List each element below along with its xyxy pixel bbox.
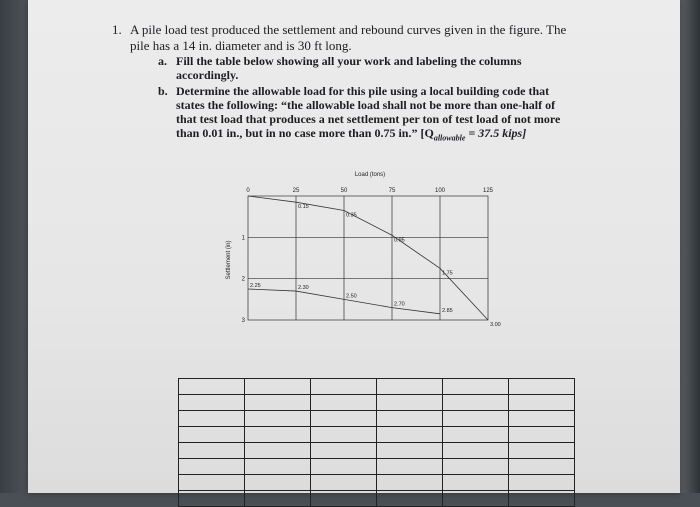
part-b-line-1: Determine the allowable load for this pile using a local building code that (176, 84, 550, 98)
table-cell[interactable] (311, 427, 377, 443)
data-label: 2.85 (442, 307, 453, 314)
x-tick-label: 100 (434, 188, 446, 194)
table-cell[interactable] (311, 411, 377, 427)
table-cell[interactable] (377, 459, 443, 475)
data-label: 2.50 (346, 293, 357, 300)
table-cell[interactable] (377, 379, 443, 395)
data-label: 3.00 (490, 322, 501, 328)
table-cell[interactable] (509, 427, 575, 443)
table-cell[interactable] (179, 443, 245, 459)
table-cell[interactable] (377, 475, 443, 491)
data-label: 0.35 (346, 212, 357, 219)
table-cell[interactable] (311, 443, 377, 459)
table-cell[interactable] (245, 459, 311, 475)
table-cell[interactable] (509, 475, 575, 491)
table-row (179, 379, 575, 395)
part-b-line-2: states the following: “the allowable load shall not be more than one-half of (176, 98, 556, 112)
part-a-line-2: accordingly. (176, 68, 239, 82)
table-cell[interactable] (179, 427, 245, 443)
y-tick-label: 3 (241, 318, 245, 324)
part-b-line-3: that test load that produces a net settlement per ton of test load of not more (176, 112, 561, 126)
problem-line-2: pile has a 14 in. diameter and is 30 ft long. (130, 38, 352, 53)
load-settlement-chart (220, 170, 520, 330)
part-b-label: b. (158, 84, 168, 98)
x-tick-label: 25 (292, 188, 300, 194)
table-cell[interactable] (245, 475, 311, 491)
table-cell[interactable] (443, 427, 509, 443)
table-cell[interactable] (245, 379, 311, 395)
table-row (179, 443, 575, 459)
problem-line-1: A pile load test produced the settlement and rebound curves given in the figure. The (130, 22, 567, 37)
table-cell[interactable] (377, 443, 443, 459)
table-cell[interactable] (509, 443, 575, 459)
part-a-line-1: Fill the table below showing all your work and labeling the columns (176, 54, 522, 68)
data-label: 0.15 (298, 204, 309, 211)
table-cell[interactable] (443, 443, 509, 459)
data-label: 2.70 (394, 301, 405, 308)
table-row (179, 427, 575, 443)
table-cell[interactable] (311, 379, 377, 395)
table-cell[interactable] (179, 395, 245, 411)
x-tick-label: 75 (388, 188, 396, 194)
table-row (179, 459, 575, 475)
table-cell[interactable] (311, 459, 377, 475)
table-cell[interactable] (443, 475, 509, 491)
data-label: 1.75 (442, 270, 453, 277)
answer-table[interactable] (178, 378, 575, 507)
part-b-line-4: than 0.01 in., but in no case more than 0.75 in.” [$Q_{allowable} = 37.5$ kips] (176, 126, 527, 143)
table-row (179, 475, 575, 491)
table-cell[interactable] (509, 459, 575, 475)
table-cell[interactable] (245, 395, 311, 411)
table-cell[interactable] (377, 427, 443, 443)
table-row (179, 411, 575, 427)
y-tick-label: 2 (241, 276, 245, 283)
table-cell[interactable] (245, 411, 311, 427)
data-label: 2.30 (298, 285, 309, 292)
table-cell[interactable] (377, 411, 443, 427)
data-label: 0.95 (394, 237, 405, 244)
part-a-label: a. (158, 54, 167, 68)
table-cell[interactable] (443, 395, 509, 411)
table-cell[interactable] (443, 411, 509, 427)
table-cell[interactable] (509, 395, 575, 411)
table-cell[interactable] (179, 475, 245, 491)
y-axis-label: Settlement (in) (226, 240, 232, 280)
table-cell[interactable] (509, 411, 575, 427)
problem-number: 1. (112, 22, 122, 37)
table-cell[interactable] (179, 459, 245, 475)
table-cell[interactable] (377, 395, 443, 411)
plot-frame (248, 196, 488, 320)
table-cell[interactable] (245, 443, 311, 459)
x-tick-label: 125 (482, 188, 494, 194)
x-tick-label: 0 (246, 188, 250, 194)
chart-title: Load (tons) (354, 172, 386, 178)
table-cell[interactable] (179, 411, 245, 427)
table-row (179, 395, 575, 411)
table-cell[interactable] (179, 379, 245, 395)
x-tick-label: 50 (340, 188, 348, 194)
data-label: 2.25 (250, 283, 261, 289)
table-cell[interactable] (509, 379, 575, 395)
table-cell[interactable] (443, 379, 509, 395)
table-cell[interactable] (245, 427, 311, 443)
series-line-1 (248, 196, 488, 320)
y-tick-label: 1 (241, 235, 245, 242)
table-cell[interactable] (311, 475, 377, 491)
table-cell[interactable] (443, 459, 509, 475)
table-cell[interactable] (311, 395, 377, 411)
